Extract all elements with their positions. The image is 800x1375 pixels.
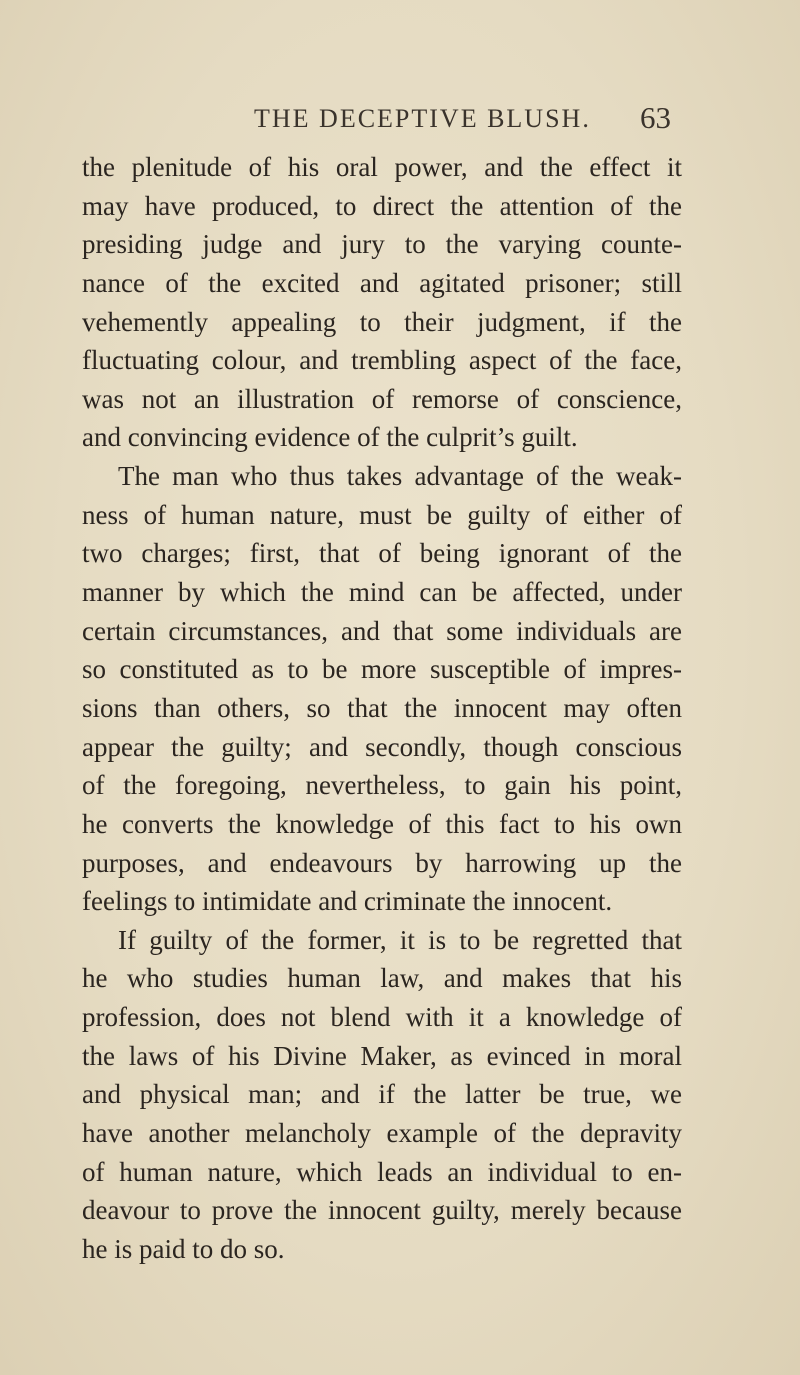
text-line: The man who thus takes advantage of the weak- xyxy=(118,461,682,492)
text-line: may have produced, to direct the attention of the xyxy=(82,190,682,221)
text-line: he who studies human law, and makes that his xyxy=(82,963,682,994)
text-line: presiding judge and jury to the varying counte- xyxy=(82,229,682,260)
text-line: If guilty of the former, it is to be regretted that xyxy=(118,924,682,955)
body-text xyxy=(82,148,682,1269)
text-line: he is paid to do so. xyxy=(82,1233,285,1264)
text-line: profession, does not blend with it a knowledge of xyxy=(82,1002,682,1033)
text-line: purposes, and endeavours by harrowing up the xyxy=(82,847,682,878)
text-line: fluctuating colour, and trembling aspect of the face, xyxy=(82,345,682,376)
text-line: and convincing evidence of the culprit’s guilt. xyxy=(82,422,578,453)
text-line: sions than others, so that the innocent may often xyxy=(82,692,682,723)
text-line: feelings to intimidate and criminate the innocent. xyxy=(82,886,613,917)
text-line: vehemently appealing to their judgment, if the xyxy=(82,306,682,337)
text-line: certain circumstances, and that some individuals are xyxy=(82,615,682,646)
text-line: ness of human nature, must be guilty of either of xyxy=(82,499,682,530)
text-line: the plenitude of his oral power, and the effect it xyxy=(82,152,682,182)
text-line: two charges; first, that of being ignorant of the xyxy=(82,538,682,569)
text-line: deavour to prove the innocent guilty, merely because xyxy=(82,1195,682,1226)
text-line: of the foregoing, nevertheless, to gain his point, xyxy=(82,770,682,801)
text-line: he converts the knowledge of this fact to his own xyxy=(82,808,682,839)
running-title: THE DECEPTIVE BLUSH. xyxy=(254,104,591,133)
running-head xyxy=(0,100,800,140)
text-line: manner by which the mind can be affected, under xyxy=(82,577,682,608)
text-line: the laws of his Divine Maker, as evinced in moral xyxy=(82,1040,682,1071)
text-line: appear the guilty; and secondly, though conscious xyxy=(82,731,682,762)
text-line: and physical man; and if the latter be true, we xyxy=(82,1079,682,1110)
text-line: was not an illustration of remorse of conscience, xyxy=(82,383,682,414)
text-line: of human nature, which leads an individual to en- xyxy=(82,1156,682,1187)
text-line: so constituted as to be more susceptible of impres- xyxy=(82,654,682,685)
page-number: 63 xyxy=(640,100,671,135)
text-line: have another melancholy example of the depravity xyxy=(82,1118,682,1149)
text-line: nance of the excited and agitated prisoner; still xyxy=(82,267,682,298)
